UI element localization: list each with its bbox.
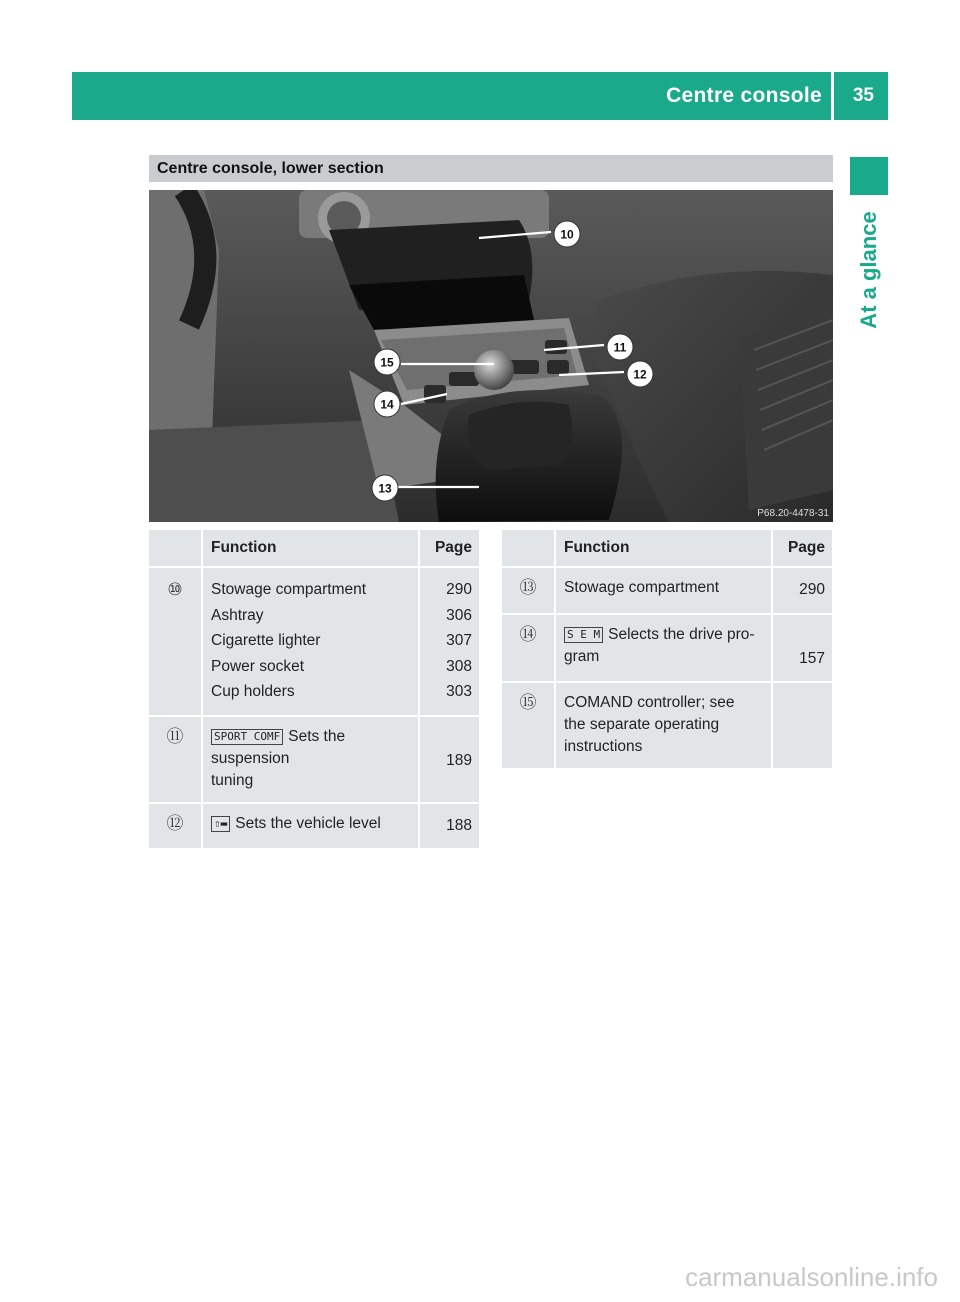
table-row	[149, 716, 479, 803]
suspension-tuning-icon: SPORT COMF	[211, 729, 283, 745]
function-table-left	[149, 530, 479, 850]
section-title: Centre console, lower section	[157, 160, 384, 177]
page-ref: 306	[446, 606, 472, 624]
svg-text:11: 11	[613, 340, 627, 355]
row-number: ⑬	[519, 578, 537, 597]
footer-watermark: carmanualsonline.info	[685, 1262, 938, 1292]
svg-text:13: 13	[378, 481, 392, 496]
col-header-page: Page	[772, 530, 832, 567]
function-table-right	[502, 530, 832, 770]
function-text: instructions	[564, 738, 643, 755]
page-ref: 303	[446, 683, 472, 700]
drive-program-icon: S E M	[564, 627, 603, 643]
function-text: Power socket	[211, 657, 305, 675]
chapter-tab	[850, 157, 888, 195]
function-text: Sets the suspension	[211, 727, 346, 767]
page-header	[72, 72, 888, 120]
page-ref: 188	[446, 816, 472, 834]
vehicle-level-icon: ⇧▬	[211, 816, 230, 832]
col-header-number	[149, 530, 202, 567]
chapter-label: At a glance	[856, 211, 881, 329]
image-reference-code: P68.20-4478-31	[757, 508, 829, 519]
row-number: ⑪	[166, 726, 184, 746]
callout-15	[374, 349, 400, 375]
row-number: ⑫	[166, 813, 184, 833]
row-number: ⑭	[519, 624, 537, 644]
page-ref: 290	[799, 581, 825, 598]
page-title: Centre console	[666, 84, 822, 107]
svg-text:10: 10	[560, 227, 574, 242]
function-text: tuning	[211, 771, 254, 789]
function-text: gram	[564, 647, 600, 665]
page-number: 35	[852, 85, 874, 106]
section-heading	[149, 155, 833, 182]
callout-13	[372, 475, 398, 501]
callout-11	[607, 334, 633, 360]
function-text: Stowage compartment	[211, 581, 367, 598]
row-number: ⑩	[167, 580, 183, 599]
col-header-function: Function	[555, 530, 772, 567]
col-header-page: Page	[419, 530, 479, 567]
function-text: COMAND controller; see	[564, 694, 735, 711]
table-row	[502, 567, 832, 614]
table-header-row	[502, 530, 832, 567]
function-text: Selects the drive pro-	[608, 625, 755, 643]
svg-text:12: 12	[633, 367, 647, 382]
header-divider	[831, 72, 834, 120]
function-text: Cigarette lighter	[211, 632, 321, 649]
row-number: ⑮	[519, 693, 537, 712]
centre-console-photo	[149, 190, 833, 522]
function-text: Cup holders	[211, 683, 295, 700]
function-text: Stowage compartment	[564, 579, 720, 596]
function-text: the separate operating	[564, 716, 720, 733]
col-header-function: Function	[202, 530, 419, 567]
callout-10	[554, 221, 580, 247]
col-header-number	[502, 530, 555, 567]
table-row	[502, 614, 832, 683]
page-ref: 308	[446, 657, 472, 675]
table-row	[149, 567, 479, 716]
callout-14	[374, 391, 400, 417]
function-text: Ashtray	[211, 606, 264, 624]
page-ref: 189	[446, 751, 472, 769]
page-ref: 290	[446, 581, 472, 598]
table-header-row	[149, 530, 479, 567]
svg-text:15: 15	[380, 355, 394, 370]
table-row	[149, 803, 479, 850]
function-text: Sets the vehicle level	[235, 814, 381, 832]
callout-12	[627, 361, 653, 387]
table-row	[502, 682, 832, 769]
page-ref: 157	[799, 649, 825, 667]
svg-text:14: 14	[380, 397, 394, 412]
page-ref: 307	[446, 632, 472, 649]
